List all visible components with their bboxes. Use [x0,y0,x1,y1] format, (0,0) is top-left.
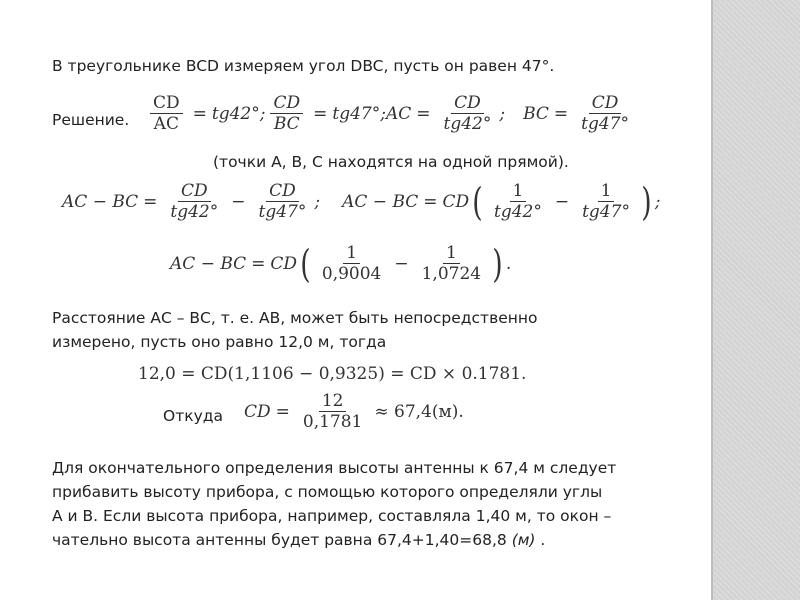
equation-3: AC − BC = CD ( $\frac{1}{0,9004}$ − $\frac{1}{1,0724}$ ) . [170,241,512,286]
distance-text-line-2: измерено, пусть оно равно 12,0 м, тогда [52,333,387,351]
equation-5: CD = $\frac{12}{0,1781}$ ≈ 67,4(м). [244,391,464,432]
final-text-line-2: прибавить высоту прибора, с помощью которого определяли углы [52,483,603,501]
equation-4: 12,0 = CD(1,1106 − 0,9325) = CD × 0.1781. [138,364,527,384]
solution-label: Решение. [52,111,130,129]
decorative-side-band [713,0,800,600]
equation-1: $\frac{CD}{AC}$ = tg42°; $\frac{CD}{BC}$ = tg47°; AC = $\frac{CD}{tg42^\circ}$ ; BC = $\frac{CD}{tg47^\circ}$ [145,94,637,133]
final-text-line-4: чательно высота антенны будет равна 67,4+1,40=68,8 (м) . [52,531,546,549]
distance-text-line-1: Расстояние АС – ВС, т. е. АВ, может быть непосредственно [52,309,538,327]
equation-2: AC − BC = $\frac{CD}{tg42^\circ}$ − $\frac{CD}{tg47^\circ}$ ; AC − BC = CD ( $\frac{1}{tg42^\circ}$ − $\frac{1}{tg47^\circ}$ ) ; [62,179,661,224]
problem-statement: В треугольнике BCD измеряем угол DBC, пусть он равен 47°. [52,57,555,75]
final-text-line-1: Для окончательного определения высоты антенны к 67,4 м следует [52,459,617,477]
whence-label: Откуда [163,407,223,425]
final-text-line-3: А и В. Если высота прибора, например, составляла 1,40 м, то окон – [52,507,612,525]
points-note: (точки А, В, С находятся на одной прямой). [213,153,569,171]
